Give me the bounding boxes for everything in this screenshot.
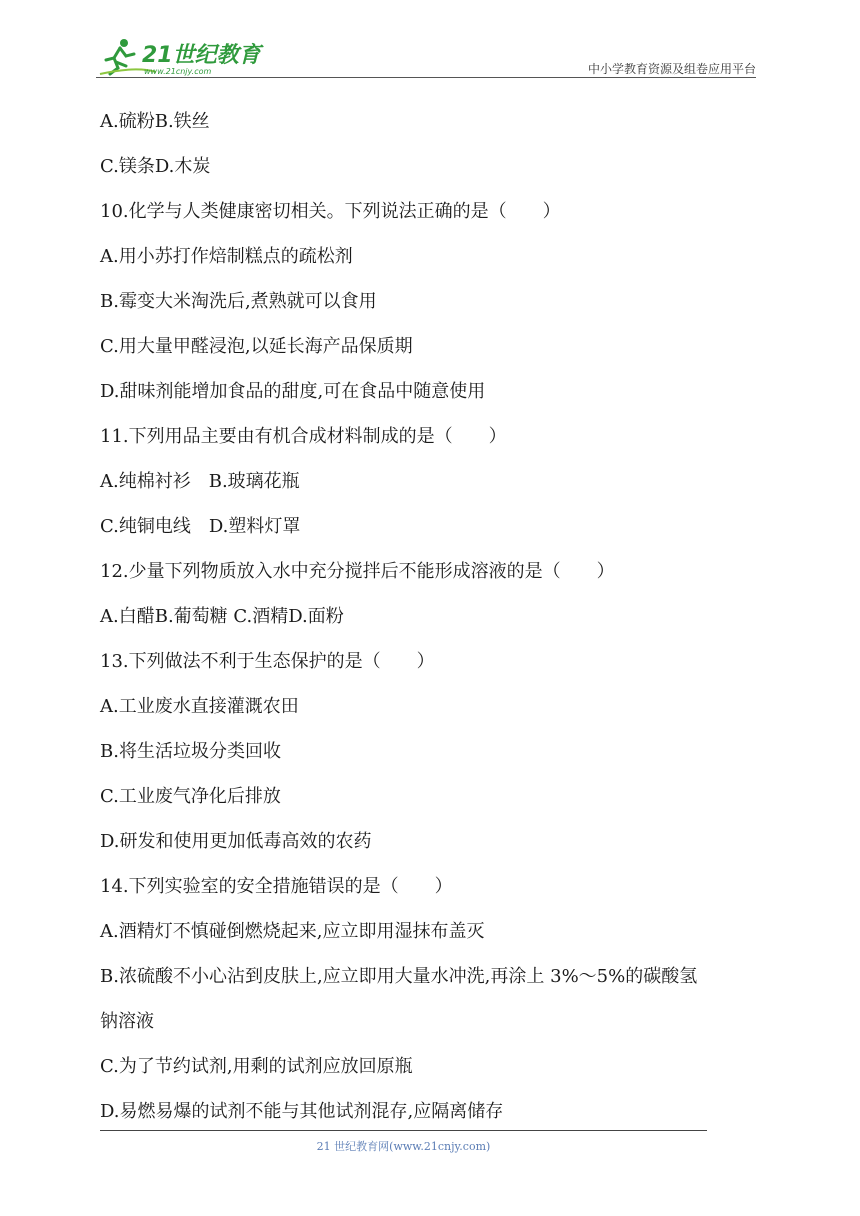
question-10: 10.化学与人类健康密切相关。下列说法正确的是（ ）	[100, 201, 561, 222]
footer-site-link[interactable]: 21 世纪教育网(www.21cnjy.com)	[316, 1140, 491, 1153]
option-line: D.易燃易爆的试剂不能与其他试剂混存,应隔离储存	[100, 1101, 504, 1122]
option-line: C.用大量甲醛浸泡,以延长海产品保质期	[100, 336, 413, 357]
question-12: 12.少量下列物质放入水中充分搅拌后不能形成溶液的是（ ）	[100, 561, 615, 582]
option-line: C.纯铜电线 D.塑料灯罩	[100, 516, 301, 537]
footer-divider	[100, 1130, 707, 1131]
option-line: A.纯棉衬衫 B.玻璃花瓶	[100, 471, 300, 492]
text-line: A.硫粉B.铁丝	[100, 111, 210, 132]
option-line: A.酒精灯不慎碰倒燃烧起来,应立即用湿抹布盖灭	[100, 921, 485, 942]
option-line: A.用小苏打作焙制糕点的疏松剂	[100, 246, 353, 267]
option-line: B.将生活垃圾分类回收	[100, 741, 281, 762]
option-line: A.工业废水直接灌溉农田	[100, 696, 299, 717]
document-body	[100, 104, 770, 1139]
wrapped-line-cont: 钠溶液	[100, 1011, 154, 1032]
logo-text: 21世纪教育	[142, 43, 261, 68]
question-11: 11.下列用品主要由有机合成材料制成的是（ ）	[100, 426, 507, 447]
option-line: C.为了节约试剂,用剩的试剂应放回原瓶	[100, 1056, 413, 1077]
site-logo[interactable]	[96, 36, 266, 78]
logo-url: www.21cnjy.com	[144, 67, 212, 76]
text-line: C.镁条D.木炭	[100, 156, 211, 177]
option-line: C.工业废气净化后排放	[100, 786, 281, 807]
wrapped-line-first: B.浓硫酸不小心沾到皮肤上,应立即用大量水冲洗,再涂上 3%～5%的碳酸氢	[100, 966, 698, 987]
option-line-wrapped	[100, 959, 770, 1049]
header-divider	[96, 77, 756, 78]
option-line: B.霉变大米淘洗后,煮熟就可以食用	[100, 291, 377, 312]
header-platform-name: 中小学教育资源及组卷应用平台	[587, 62, 756, 76]
option-line: D.甜味剂能增加食品的甜度,可在食品中随意使用	[100, 381, 486, 402]
page-header	[0, 0, 860, 80]
question-13: 13.下列做法不利于生态保护的是（ ）	[100, 651, 435, 672]
option-line: D.研发和使用更加低毒高效的农药	[100, 831, 372, 852]
question-14: 14.下列实验室的安全措施错误的是（ ）	[100, 876, 453, 897]
option-line: A.白醋B.葡萄糖 C.酒精D.面粉	[100, 606, 344, 627]
runner-logo-icon	[96, 36, 266, 78]
